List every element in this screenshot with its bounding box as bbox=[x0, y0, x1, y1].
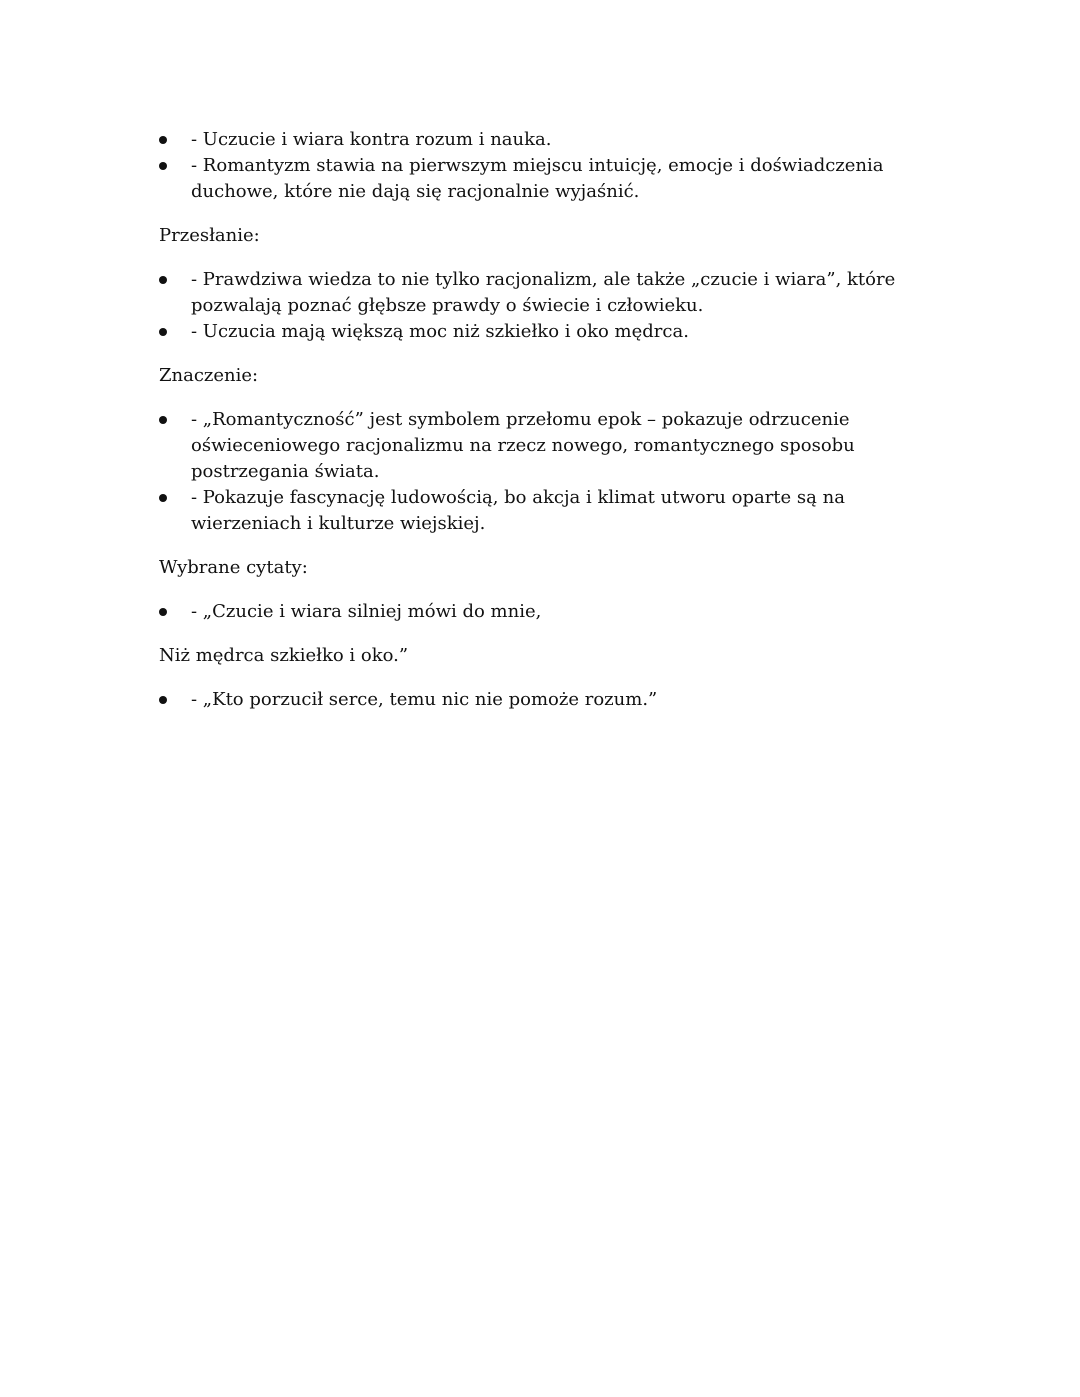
bullet-list-znaczenie bbox=[159, 407, 929, 537]
bullet-icon bbox=[159, 162, 167, 170]
list-item bbox=[159, 599, 929, 625]
section-heading-przeslanie: Przesłanie: bbox=[159, 225, 260, 246]
bullet-list-przeslanie bbox=[159, 267, 929, 345]
bullet-icon bbox=[159, 416, 167, 424]
bullet-icon bbox=[159, 696, 167, 704]
list-item-text: - Romantyzm stawia na pierwszym miejscu intuicję, emocje i doświadczenia duchowe, które nie dają się racjonalnie wyjaśnić. bbox=[191, 155, 884, 202]
quote-text: - „Kto porzucił serce, temu nic nie pomoże rozum.” bbox=[191, 689, 658, 710]
list-item bbox=[159, 407, 929, 485]
list-item bbox=[159, 319, 929, 345]
section-heading-znaczenie: Znaczenie: bbox=[159, 365, 259, 386]
quote-continuation: Niż mędrca szkiełko i oko.” bbox=[159, 645, 409, 666]
bullet-list-intro bbox=[159, 127, 929, 205]
quote-text: - „Czucie i wiara silniej mówi do mnie, bbox=[191, 601, 542, 622]
list-item bbox=[159, 127, 929, 153]
bullet-icon bbox=[159, 494, 167, 502]
list-item bbox=[159, 267, 929, 319]
list-item bbox=[159, 687, 929, 713]
list-item bbox=[159, 153, 929, 205]
bullet-icon bbox=[159, 136, 167, 144]
list-item-text: - Pokazuje fascynację ludowością, bo akcja i klimat utworu oparte są na wierzeniach i kulturze wiejskiej. bbox=[191, 487, 845, 534]
list-item bbox=[159, 485, 929, 537]
document-page bbox=[159, 127, 929, 713]
bullet-icon bbox=[159, 276, 167, 284]
list-item-text: - Uczucie i wiara kontra rozum i nauka. bbox=[191, 129, 552, 150]
bullet-list-quote-1 bbox=[159, 599, 929, 625]
section-heading-cytaty: Wybrane cytaty: bbox=[159, 557, 308, 578]
list-item-text: - „Romantyczność” jest symbolem przełomu epok – pokazuje odrzucenie oświeceniowego racjonalizmu na rzecz nowego, romantycznego sposobu postrzegania świata. bbox=[191, 409, 855, 482]
bullet-icon bbox=[159, 608, 167, 616]
list-item-text: - Uczucia mają większą moc niż szkiełko i oko mędrca. bbox=[191, 321, 689, 342]
bullet-list-quote-2 bbox=[159, 687, 929, 713]
list-item-text: - Prawdziwa wiedza to nie tylko racjonalizm, ale także „czucie i wiara”, które pozwalają poznać głębsze prawdy o świecie i człowieku. bbox=[191, 269, 896, 316]
bullet-icon bbox=[159, 328, 167, 336]
